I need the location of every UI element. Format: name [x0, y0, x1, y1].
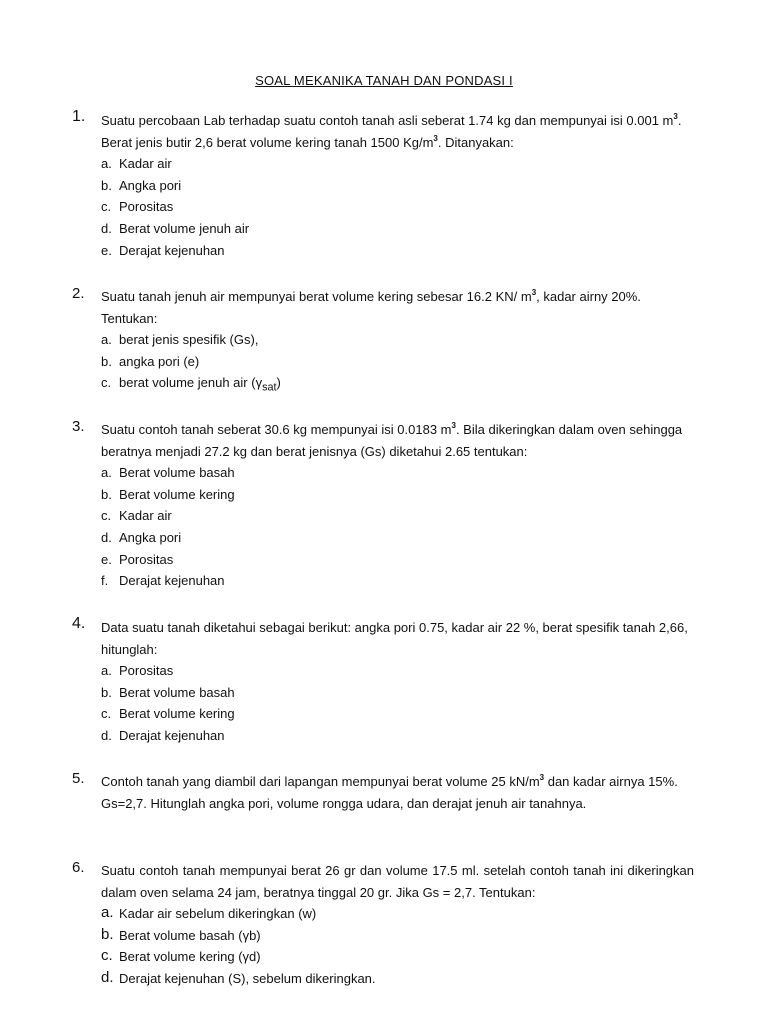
option-item: a. Berat volume basah: [101, 465, 235, 481]
question-3: [72, 419, 694, 592]
option-item: a. Kadar air: [101, 156, 172, 172]
option-item: a. Porositas: [101, 663, 174, 679]
question-2: [72, 286, 694, 400]
option-item: c. berat volume jenuh air $(\gamma_{sat})$: [101, 375, 281, 394]
option-list: [72, 153, 694, 261]
option-item: e. Porositas: [101, 551, 174, 567]
question-number: 5.: [72, 770, 85, 787]
option-item: b. Berat volume basah: [101, 684, 235, 700]
question-number: 4.: [72, 615, 86, 632]
question-1: [72, 110, 694, 261]
question-number: 2.: [72, 285, 85, 302]
option-item: d. Derajat kejenuhan: [101, 727, 225, 743]
option-item: c. Porositas: [101, 199, 174, 215]
question-5: [72, 771, 694, 814]
option-item: d. Berat volume jenuh air: [101, 220, 250, 236]
option-list: [72, 462, 694, 592]
option-item: c. Kadar air: [101, 508, 172, 524]
option-item: a. Kadar air sebelum dikeringkan (w): [101, 904, 317, 922]
question-text: Suatu contoh tanah seberat 30.6 kg mempunyai isi 0.0183 $m^3$. Bila dikeringkan dalam oven sehingga beratnya menjadi 27.2 kg dan berat jenisnya (Gs) diketahui 2.65 tentukan:: [101, 421, 683, 459]
option-item: b. Berat volume kering: [101, 486, 235, 502]
question-text: Suatu contoh tanah mempunyai berat 26 gr dan volume 17.5 ml. setelah contoh tanah ini dikeringkan dalam oven selama 24 jam, beratnya tinggal 20 gr. Jika Gs = 2,7. Tentukan:: [101, 863, 694, 900]
question-text: Data suatu tanah diketahui sebagai berikut: angka pori 0.75, kadar air 22 %, berat spesifik tanah 2,66, hitunglah:: [101, 620, 688, 657]
question-number: 6.: [72, 859, 85, 876]
option-item: c. Berat volume kering (γd): [101, 947, 261, 965]
question-number: 3.: [72, 418, 85, 435]
question-text: Contoh tanah yang diambil dari lapangan mempunyai berat volume 25 $kN/m^3$ dan kadar airnya 15%. Gs=2,7. Hitunglah angka pori, volume rongga udara, dan derajat jenuh air tanahnya.: [101, 773, 678, 811]
question-number: 1.: [72, 108, 86, 125]
option-item: d. Derajat kejenuhan (S), sebelum dikeringkan.: [101, 968, 376, 986]
option-list: [72, 660, 694, 746]
option-item: e. Derajat kejenuhan: [101, 242, 225, 258]
option-item: d. Angka pori: [101, 529, 182, 545]
question-6: [72, 860, 694, 990]
option-item: c. Berat volume kering: [101, 706, 235, 722]
question-text: Suatu tanah jenuh air mempunyai berat volume kering sebesar 16.2 KN/ $m^3$, kadar airny 20%. Tentukan:: [101, 288, 641, 326]
option-item: b. angka pori (e): [101, 353, 200, 369]
option-list: [72, 903, 694, 989]
document-title: SOAL MEKANIKA TANAH DAN PONDASI I: [255, 73, 513, 88]
question-text: Suatu percobaan Lab terhadap suatu contoh tanah asli seberat 1.74 kg dan mempunyai isi 0.001 $m^3$. Berat jenis butir 2,6 berat volume kering tanah 1500 $Kg/m^3$. Ditanyakan:: [101, 112, 682, 150]
option-item: a. berat jenis spesifik (Gs),: [101, 332, 259, 348]
option-item: f. Derajat kejenuhan: [101, 573, 225, 589]
option-item: b. Angka pori: [101, 177, 182, 193]
question-4: [72, 617, 694, 747]
option-item: b. Berat volume basah (γb): [101, 925, 261, 943]
option-list: [72, 329, 694, 399]
